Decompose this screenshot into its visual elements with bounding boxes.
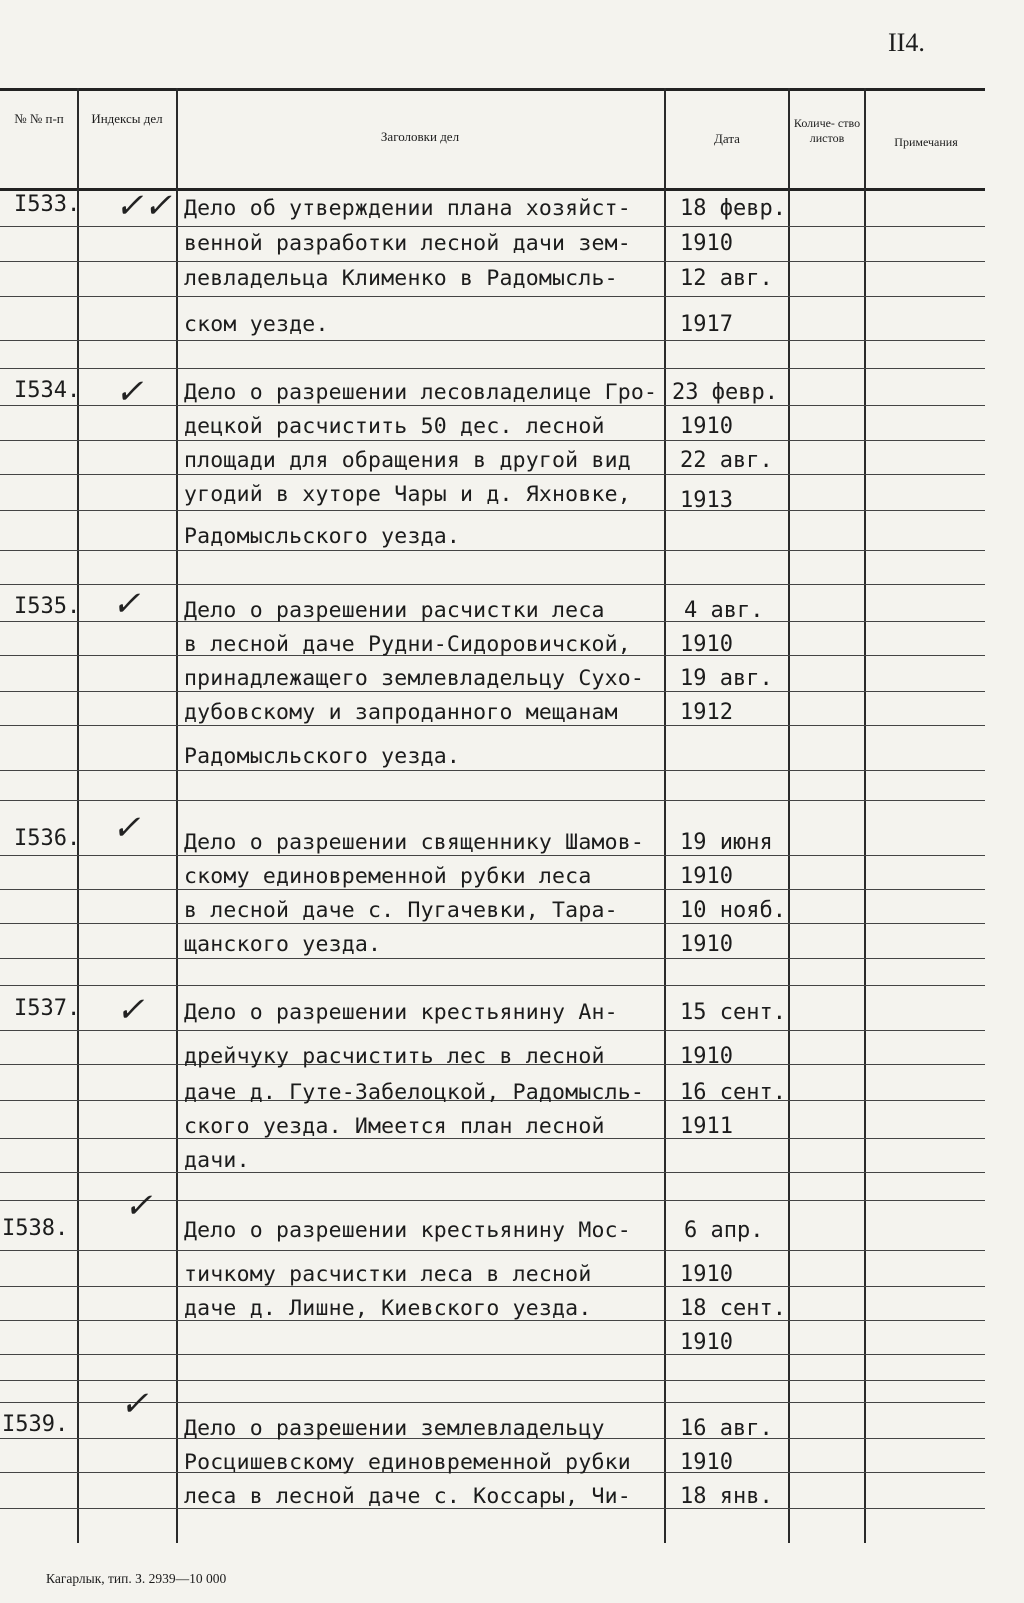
ruled-line bbox=[0, 958, 985, 959]
checkmark-icon: ✓ bbox=[120, 1384, 149, 1424]
title-line: дрейчуку расчистить лес в лесной bbox=[184, 1044, 605, 1069]
title-line: Дело об утверждении плана хозяйст- bbox=[184, 196, 631, 221]
title-line: ском уезде. bbox=[184, 312, 329, 337]
ruled-line bbox=[0, 923, 985, 924]
title-line: левладельца Клименко в Радомысль- bbox=[184, 266, 618, 291]
checkmark-icon: ✓ bbox=[124, 1186, 153, 1226]
title-line: принадлежащего землевладельцу Сухо- bbox=[184, 666, 645, 691]
checkmark-icon: ✓ bbox=[112, 584, 141, 624]
ruled-line bbox=[0, 1354, 985, 1355]
date-value: 16 авг. bbox=[680, 1416, 773, 1441]
date-value: 1910 bbox=[680, 932, 733, 957]
date-value: 18 февр. bbox=[680, 196, 786, 221]
date-value: 1910 bbox=[680, 414, 733, 439]
ruled-line bbox=[0, 261, 985, 262]
date-value: 1913 bbox=[680, 488, 733, 513]
record-number: I538. bbox=[2, 1216, 69, 1241]
ruled-line bbox=[0, 340, 985, 341]
record-number: I536. bbox=[14, 826, 81, 851]
date-value: 1910 bbox=[680, 632, 733, 657]
column-rule-2 bbox=[176, 88, 178, 1543]
title-line: Радомысльского уезда. bbox=[184, 744, 461, 769]
date-value: 1912 bbox=[680, 700, 733, 725]
title-line: тичкому расчистки леса в лесной bbox=[184, 1262, 592, 1287]
date-value: 22 авг. bbox=[680, 448, 773, 473]
title-line: Радомысльского уезда. bbox=[184, 524, 461, 549]
date-value: 1917 bbox=[680, 312, 733, 337]
date-value: 10 нояб. bbox=[680, 898, 786, 923]
record-number: I537. bbox=[14, 996, 81, 1021]
header-col-num: № № п-п bbox=[14, 111, 64, 126]
header-col-index: Индексы дел bbox=[91, 111, 163, 126]
title-line: площади для обращения в другой вид bbox=[184, 448, 631, 473]
date-value: 1911 bbox=[680, 1114, 733, 1139]
title-line: Дело о разрешении землевладельцу bbox=[184, 1416, 605, 1441]
date-value: 19 авг. bbox=[680, 666, 773, 691]
date-value: 4 авг. bbox=[684, 598, 764, 623]
ruled-line bbox=[0, 1030, 985, 1031]
title-line: Дело о разрешении священнику Шамов- bbox=[184, 830, 645, 855]
date-value: 19 июня bbox=[680, 830, 773, 855]
ruled-line bbox=[0, 770, 985, 771]
ruled-line bbox=[0, 510, 985, 511]
title-line: дачи. bbox=[184, 1148, 250, 1173]
column-rule-5 bbox=[864, 88, 866, 1543]
ruled-line bbox=[0, 691, 985, 692]
ruled-line bbox=[0, 800, 985, 801]
date-value: 15 сент. bbox=[680, 1000, 786, 1025]
ruled-line bbox=[0, 474, 985, 475]
header-col-notes: Примечания bbox=[894, 135, 958, 149]
record-number: I533. bbox=[14, 192, 81, 217]
date-value: 1910 bbox=[680, 231, 733, 256]
page-number: II4. bbox=[888, 28, 925, 57]
ruled-line bbox=[0, 550, 985, 551]
ruled-line bbox=[0, 368, 985, 369]
date-value: 1910 bbox=[680, 1262, 733, 1287]
title-line: щанского уезда. bbox=[184, 932, 382, 957]
title-line: в лесной даче с. Пугачевки, Тара- bbox=[184, 898, 618, 923]
checkmark-icon: ✓ bbox=[116, 990, 145, 1030]
column-rule-3 bbox=[664, 88, 666, 1543]
title-line: угодий в хуторе Чары и д. Яхновке, bbox=[184, 482, 631, 507]
ruled-line bbox=[0, 889, 985, 890]
title-line: децкой расчистить 50 дес. лесной bbox=[184, 414, 605, 439]
record-number: I539. bbox=[2, 1412, 69, 1437]
date-value: 1910 bbox=[680, 1330, 733, 1355]
date-value: 12 авг. bbox=[680, 266, 773, 291]
title-line: даче д. Лишне, Киевского уезда. bbox=[184, 1296, 592, 1321]
title-line: ского уезда. Имеется план лесной bbox=[184, 1114, 605, 1139]
record-number: I535. bbox=[14, 594, 81, 619]
date-value: 23 февр. bbox=[672, 380, 778, 405]
ruled-line bbox=[0, 584, 985, 585]
column-rule-4 bbox=[788, 88, 790, 1543]
date-value: 1910 bbox=[680, 1450, 733, 1475]
title-line: венной разработки лесной дачи зем- bbox=[184, 231, 631, 256]
date-value: 6 апр. bbox=[684, 1218, 764, 1243]
ruled-line bbox=[0, 226, 985, 227]
header-col-title: Заголовки дел bbox=[380, 129, 460, 144]
title-line: Дело о разрешении крестьянину Ан- bbox=[184, 1000, 618, 1025]
title-line: леса в лесной даче с. Коссары, Чи- bbox=[184, 1484, 631, 1509]
header-col-date: Дата bbox=[714, 131, 740, 146]
date-value: 18 янв. bbox=[680, 1484, 773, 1509]
header-top-rule bbox=[0, 88, 985, 91]
date-value: 16 сент. bbox=[680, 1080, 786, 1105]
title-line: Дело о разрешении расчистки леса bbox=[184, 598, 605, 623]
record-number: I534. bbox=[14, 378, 81, 403]
title-line: Дело о разрешении лесовладелице Гро- bbox=[184, 380, 658, 405]
date-value: 1910 bbox=[680, 1044, 733, 1069]
title-line: скому единовременной рубки леса bbox=[184, 864, 592, 889]
date-value: 18 сент. bbox=[680, 1296, 786, 1321]
ruled-line bbox=[0, 405, 985, 406]
header-col-sheets: Количе- ство листов bbox=[793, 116, 861, 145]
ruled-line bbox=[0, 1380, 985, 1381]
ruled-line bbox=[0, 1250, 985, 1251]
checkmark-icon: ✓✓ bbox=[115, 186, 172, 226]
title-line: дубовскому и запроданного мещанам bbox=[184, 700, 618, 725]
title-line: даче д. Гуте-Забелоцкой, Радомысль- bbox=[184, 1080, 645, 1105]
title-line: Росцишевскому единовременной рубки bbox=[184, 1450, 631, 1475]
date-value: 1910 bbox=[680, 864, 733, 889]
ruled-line bbox=[0, 440, 985, 441]
ruled-line bbox=[0, 1172, 985, 1173]
ruled-line bbox=[0, 296, 985, 297]
column-rule-1 bbox=[77, 88, 79, 1543]
printer-footer: Кагарлык, тип. З. 2939—10 000 bbox=[46, 1571, 227, 1586]
checkmark-icon: ✓ bbox=[115, 372, 144, 412]
ruled-line bbox=[0, 985, 985, 986]
title-line: в лесной даче Рудни-Сидоровичской, bbox=[184, 632, 631, 657]
checkmark-icon: ✓ bbox=[112, 808, 141, 848]
ruled-line bbox=[0, 725, 985, 726]
ruled-line bbox=[0, 855, 985, 856]
title-line: Дело о разрешении крестьянину Мос- bbox=[184, 1218, 631, 1243]
